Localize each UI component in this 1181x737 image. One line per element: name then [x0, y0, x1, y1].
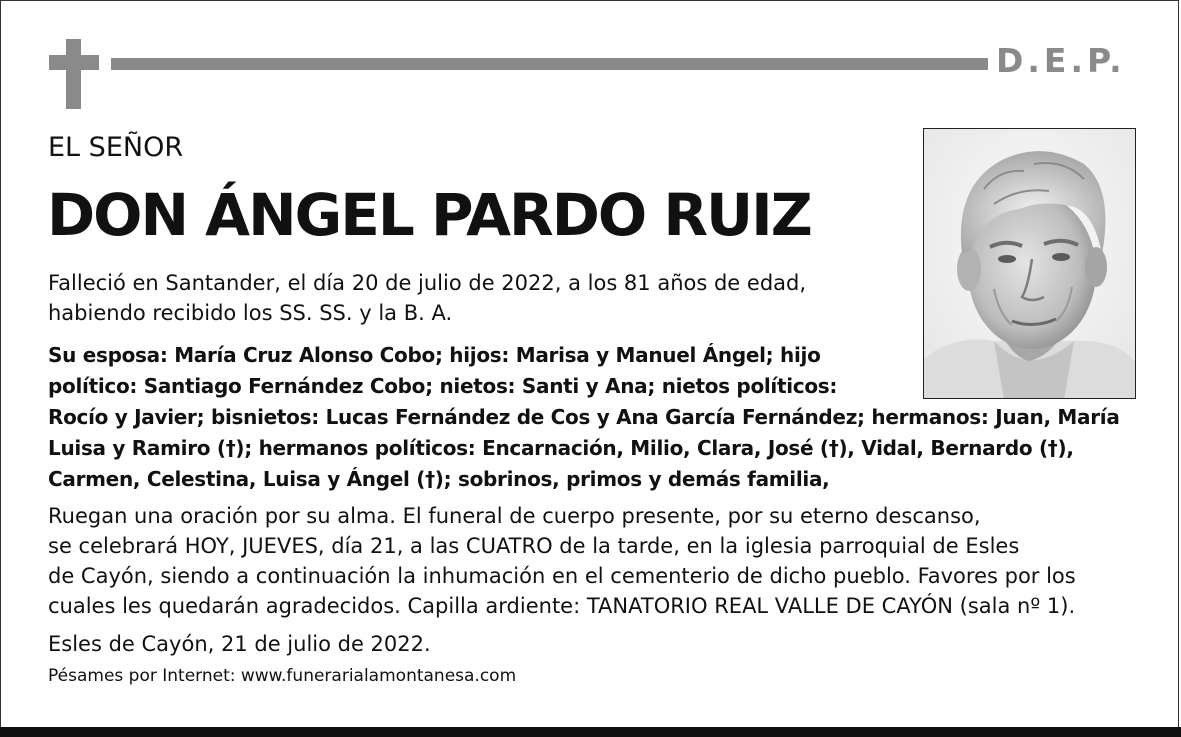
funeral-line: cuales les quedarán agradecidos. Capilla ardiente: TANATORIO REAL VALLE DE CAYÓN (sala nº 1).	[48, 594, 1076, 618]
family-line: Carmen, Celestina, Luisa y Ángel (†); sobrinos, primos y demás familia,	[48, 467, 830, 491]
dep-label: D.E.P.	[996, 41, 1126, 80]
deceased-name: DON ÁNGEL PARDO RUIZ	[47, 181, 811, 249]
family-line: Rocío y Javier; bisnietos: Lucas Fernández de Cos y Ana García Fernández; hermanos: Juan, María	[48, 405, 1120, 429]
portrait-image	[924, 129, 1136, 399]
funeral-line: Ruegan una oración por su alma. El funeral de cuerpo presente, por su eterno descanso,	[48, 504, 981, 528]
condolences-line: Pésames por Internet: www.funerarialamontanesa.com	[48, 666, 517, 686]
death-notice-line: habiendo recibido los SS. SS. y la B. A.	[48, 301, 453, 325]
family-line: Su esposa: María Cruz Alonso Cobo; hijos: Marisa y Manuel Ángel; hijo	[48, 343, 821, 367]
funeral-line: de Cayón, siendo a continuación la inhumación en el cementerio de dicho pueblo. Favores por los	[48, 564, 1076, 588]
death-notice-line: Falleció en Santander, el día 20 de julio de 2022, a los 81 años de edad,	[48, 271, 807, 295]
funeral-line: se celebrará HOY, JUEVES, día 21, a las CUATRO de la tarde, en la iglesia parroquial de Esles	[48, 534, 1020, 558]
family-line: político: Santiago Fernández Cobo; nietos: Santi y Ana; nietos políticos:	[48, 374, 838, 398]
latin-cross-icon	[66, 39, 81, 109]
latin-cross-icon-arm	[49, 55, 99, 70]
family-line: Luisa y Ramiro (†); hermanos políticos: Encarnación, Milio, Clara, José (†), Vidal, Bernardo (†),	[48, 436, 1074, 460]
honorific: EL SEÑOR	[48, 132, 184, 163]
header-rule	[111, 58, 988, 70]
portrait-photo	[923, 128, 1136, 399]
place-date: Esles de Cayón, 21 de julio de 2022.	[48, 632, 431, 656]
bottom-border	[0, 727, 1181, 737]
